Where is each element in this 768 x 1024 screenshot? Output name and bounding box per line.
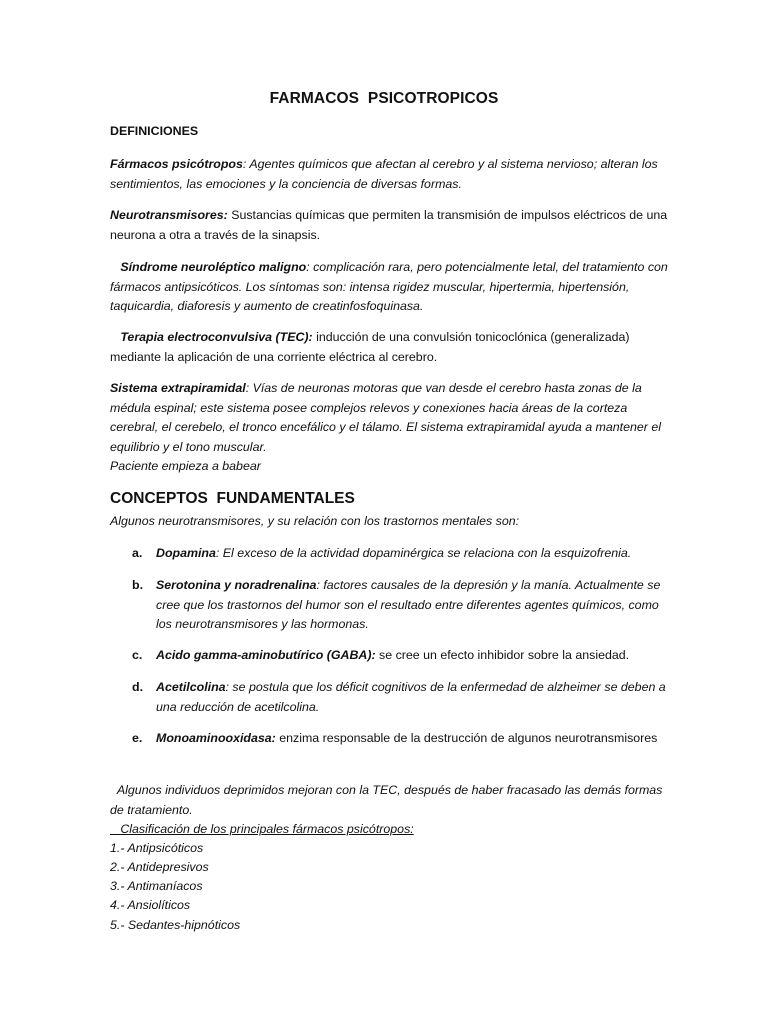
concepts-heading: CONCEPTOS FUNDAMENTALES [110,490,355,507]
definition-paragraph [110,379,670,477]
classification-item: 5.- Sedantes-hipnóticos [110,918,241,932]
concept-text: : El exceso de la actividad dopaminérgica se relaciona con la esquizofrenia. [215,546,632,560]
definition-paragraph [110,328,670,367]
list-marker: a. [132,546,143,560]
list-marker: b. [132,578,144,592]
classification-heading: Clasificación de los principales fármacos psicótropos: [110,822,414,836]
definition-text: Sustancias químicas que permiten la transmisión de impulsos eléctricos de una neurona a otra a través de la sinapsis. [110,208,668,242]
list-item [110,646,670,666]
document-title: FARMACOS PSICOTROPICOS [269,90,499,107]
classification-item: 4.- Ansiolíticos [110,898,191,912]
concept-text: : se postula que los déficit cognitivos de la enfermedad de alzheimer se deben a una reducción de acetilcolina. [156,680,666,714]
classification-item: 2.- Antidepresivos [110,860,209,874]
definition-text: : Agentes químicos que afectan al cerebro y al sistema nervioso; alteran los sentimientos, las emociones y la conciencia de diversas formas. [110,157,658,191]
definition-text: : Vías de neuronas motoras que van desde el cerebro hasta zonas de la médula espinal; este sistema posee complejos relevos y conexiones hacia áreas de la corteza cerebral, el cerebelo, el tronco encefálico y el tálamo. El sistema extrapiramidal ayuda a mantener el equilibrio y el tono muscular. [110,381,661,454]
concept-text: enzima responsable de la destrucción de algunos neurotransmisores [275,731,658,745]
list-marker: d. [132,680,144,694]
definition-term: Neurotransmisores: [110,208,228,222]
classification-item: 3.- Antimaníacos [110,879,203,893]
definition-paragraph [110,155,670,194]
list-item [110,729,670,749]
definitions-heading: DEFINICIONES [110,124,199,138]
definition-term: Síndrome neuroléptico maligno [110,260,307,274]
definition-text: : complicación rara, pero potencialmente letal, del tratamiento con fármacos antipsicóticos. Los síntomas son: intensa rigidez muscular, hipertermia, hipertensión, taquicardia, diaforesis y aumento de creatinfosfoquinasa. [110,260,672,313]
list-marker: e. [132,731,143,745]
definition-term: Terapia electroconvulsiva (TEC): [110,330,313,344]
definition-paragraph [110,206,670,245]
concept-text: se cree un efecto inhibidor sobre la ansiedad. [375,648,630,662]
definition-text: inducción de una convulsión tonicoclónica (generalizada) mediante la aplicación de una corriente eléctrica al cerebro. [110,330,633,364]
definition-note: Paciente empieza a babear [110,459,261,473]
concept-term: Dopamina [156,546,216,560]
list-item [110,576,670,635]
definition-paragraph [110,258,670,317]
classification-item: 1.- Antipsicóticos [110,841,204,855]
concept-term: Serotonina y noradrenalina [156,578,317,592]
list-item [110,678,670,717]
closing-paragraph: Algunos individuos deprimidos mejoran con la TEC, después de haber fracasado las demás formas de tratamiento. [110,783,666,817]
list-item [110,544,670,564]
concept-term: Monoaminooxidasa: [156,731,276,745]
concept-term: Acido gamma-aminobutírico (GABA): [156,648,376,662]
definition-term: Sistema extrapiramidal [110,381,246,395]
concept-text: : factores causales de la depresión y la manía. Actualmente se cree que los trastornos del humor son el resultado entre diferentes agentes químicos, como los neurotransmisores y las hormonas. [156,578,661,631]
concepts-intro: Algunos neurotransmisores, y su relación con los trastornos mentales son: [110,514,520,528]
definition-term: Fármacos psicótropos [110,157,243,171]
list-marker: c. [132,648,143,662]
concept-term: Acetilcolina [156,680,226,694]
